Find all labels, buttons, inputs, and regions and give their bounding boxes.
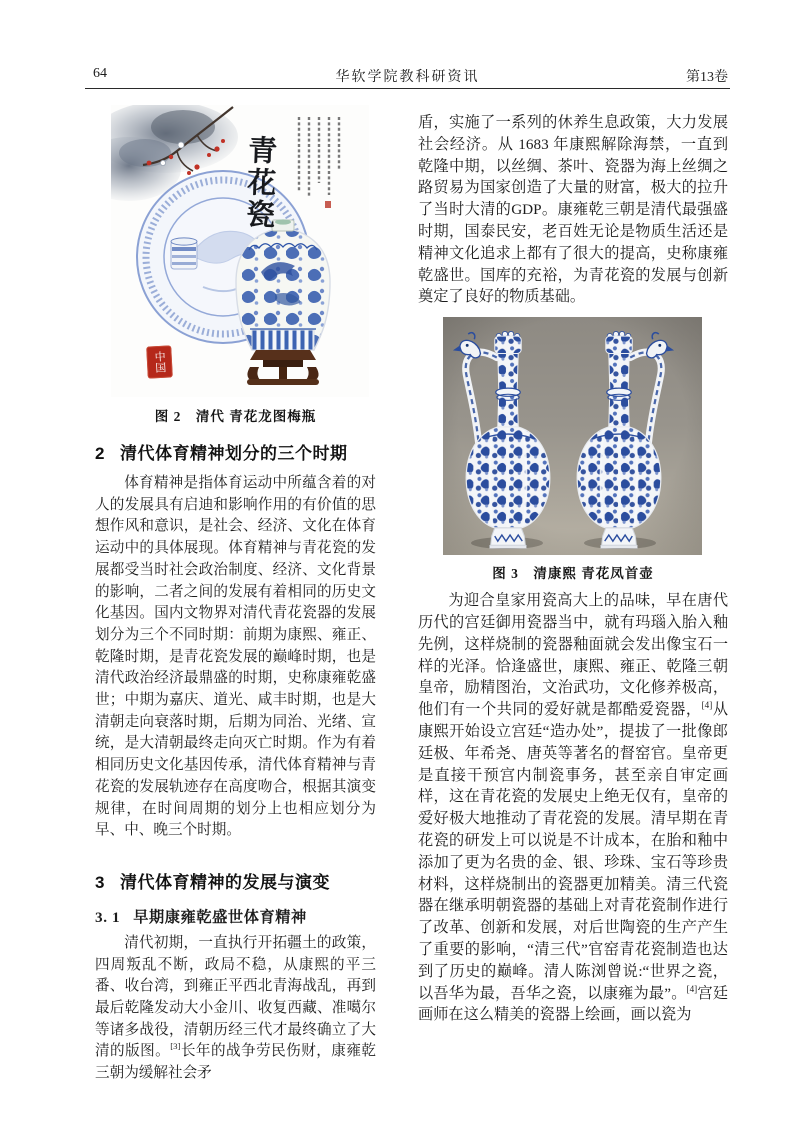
right-column bbox=[418, 112, 728, 1026]
journal-title: 华软学院教科研资讯 bbox=[335, 70, 480, 85]
figure3-image bbox=[443, 317, 702, 555]
citation-ref-4b: [4] bbox=[686, 983, 698, 994]
paragraph-text: 为迎合皇家用瓷高大上的品味，早在唐代历代的宫廷御用瓷器当中，就有玛瑙入胎入釉先例，这样烧制的瓷器釉面就会发出像宝石一样的光泽。恰逢盛世，康熙、雍正、乾隆三朝皇帝，励精图治，文治武功，文化修养极高，他们有一个共同的爱好就是都酷爱瓷器， bbox=[418, 592, 728, 719]
calligraphy-title: 青花瓷 bbox=[241, 134, 277, 232]
subsection3-1-paragraph bbox=[95, 933, 376, 1085]
section-heading-2 bbox=[95, 439, 376, 464]
page-number: 64 bbox=[93, 66, 107, 81]
section2-number: 2 bbox=[95, 444, 105, 463]
section2-title: 清代体育精神划分的三个时期 bbox=[119, 444, 348, 463]
figure3-caption: 图 3 清康熙 青花凤首壶 bbox=[492, 566, 654, 582]
paragraph-text: 清代初期，一直执行开拓疆土的政策，四周叛乱不断，政局不稳，从康熙的平三番、收台湾，到雍正平西北青海战乱，再到最后乾隆发动大小金川、收复西藏、准噶尔等诸多战役，清朝历经三代才最终确立了大清的版图。 bbox=[95, 934, 376, 1060]
figure2-caption: 图 2 清代 青花龙图梅瓶 bbox=[154, 409, 317, 424]
left-column bbox=[95, 105, 376, 1085]
teacup bbox=[171, 238, 197, 269]
paragraph-text: 长年的战争劳民伤财，康雍乾三朝为缓解社会矛 bbox=[95, 1043, 376, 1082]
china-seal: 中国 bbox=[146, 345, 173, 378]
figure2-image bbox=[111, 105, 369, 397]
citation-ref-4: [4] bbox=[701, 700, 713, 711]
paragraph-text: 从康熙开始设立宫廷“造办处”，提拔了一批像郎廷极、年希尧、唐英等著名的督窑官。皇帝更是直接干预宫内制瓷事务，甚至亲自审定画样，这在青花瓷的发展史上绝无仅有，皇帝的爱好极大地推动了青花瓷的发展。清早期在青花瓷的研发上可以说是不计成本，在胎和釉中添加了更为名贵的金、银、珍珠、宝石等珍贵材料，这样烧制出的瓷器更加精美。清三代瓷器在继承明朝瓷器的基础上对青花瓷制作进行了改革、创新和发展，对后世陶瓷的生产产生了重要的影响，“清三代”官窑青花瓷制造也达到了历史的巅峰。清人陈浏曾说:“世界之瓷，以吾华为最，吾华之瓷，以康雍为最”。 bbox=[418, 701, 729, 1002]
figure3-photo bbox=[443, 317, 702, 555]
section3-number: 3 bbox=[95, 872, 105, 892]
continuation-paragraph: 盾，实施了一系列的休养生息政策，大力发展社会经济。从 1683 年康熙解除海禁，一直到乾隆中期，以丝绸、茶叶、瓷器为海上丝绸之路贸易为国家创造了大量的财富，极大的拉升了当时大清的GDP。康雍乾三朝是清代最强盛时期，国泰民安，老百姓无论是物质生活还是精神文化追求上都有了很大的提高，史称康雍乾盛世。国库的充裕，为青花瓷的发展与创新奠定了良好的物质基础。 bbox=[418, 114, 728, 306]
volume-label: 第13卷 bbox=[686, 70, 728, 85]
subsection3-1-number: 3. 1 bbox=[95, 908, 121, 926]
citation-ref-3: [3] bbox=[170, 1041, 181, 1052]
subsection-heading-3-1 bbox=[95, 906, 376, 927]
section-heading-3 bbox=[95, 868, 376, 893]
header-rule bbox=[85, 88, 730, 89]
main-paragraph bbox=[418, 590, 728, 1026]
wooden-stand bbox=[247, 350, 319, 385]
page-header bbox=[85, 66, 730, 86]
section3-title: 清代体育精神的发展与演变 bbox=[119, 872, 330, 892]
paragraph-text: 宫廷画师在这么精美的瓷器上绘画，画以瓷为 bbox=[418, 984, 728, 1024]
section2-paragraph: 体育精神是指体育运动中所蕴含着的对人的发展具有启迪和影响作用的有价值的思想作风和意识，是社会、经济、文化在体育运动中的具体展现。体育精神与青花瓷的发展都受当时社会政治制度、经济、文化背景的影响，二者之间的发展有着相同的历史文化基因。国内文物界对清代青花瓷器的发展划分为三个不同时期：前期为康熙、雍正、乾隆时期，是青花瓷发展的巅峰时期，也是清代政治经济最鼎盛的时期，史称康雍乾盛世；中期为嘉庆、道光、咸丰时期，也是大清朝走向衰落时期，后期为同治、光绪、宣统，是大清朝最终走向灭亡时期。作为有着相同历史文化基因传承，清代体育精神与青花瓷的发展轨迹存在高度吻合，根据其演变规律，在时间周期的划分上也相应划分为早、中、晚三个时期。 bbox=[95, 475, 376, 839]
subsection3-1-title: 早期康雍乾盛世体育精神 bbox=[133, 908, 307, 926]
